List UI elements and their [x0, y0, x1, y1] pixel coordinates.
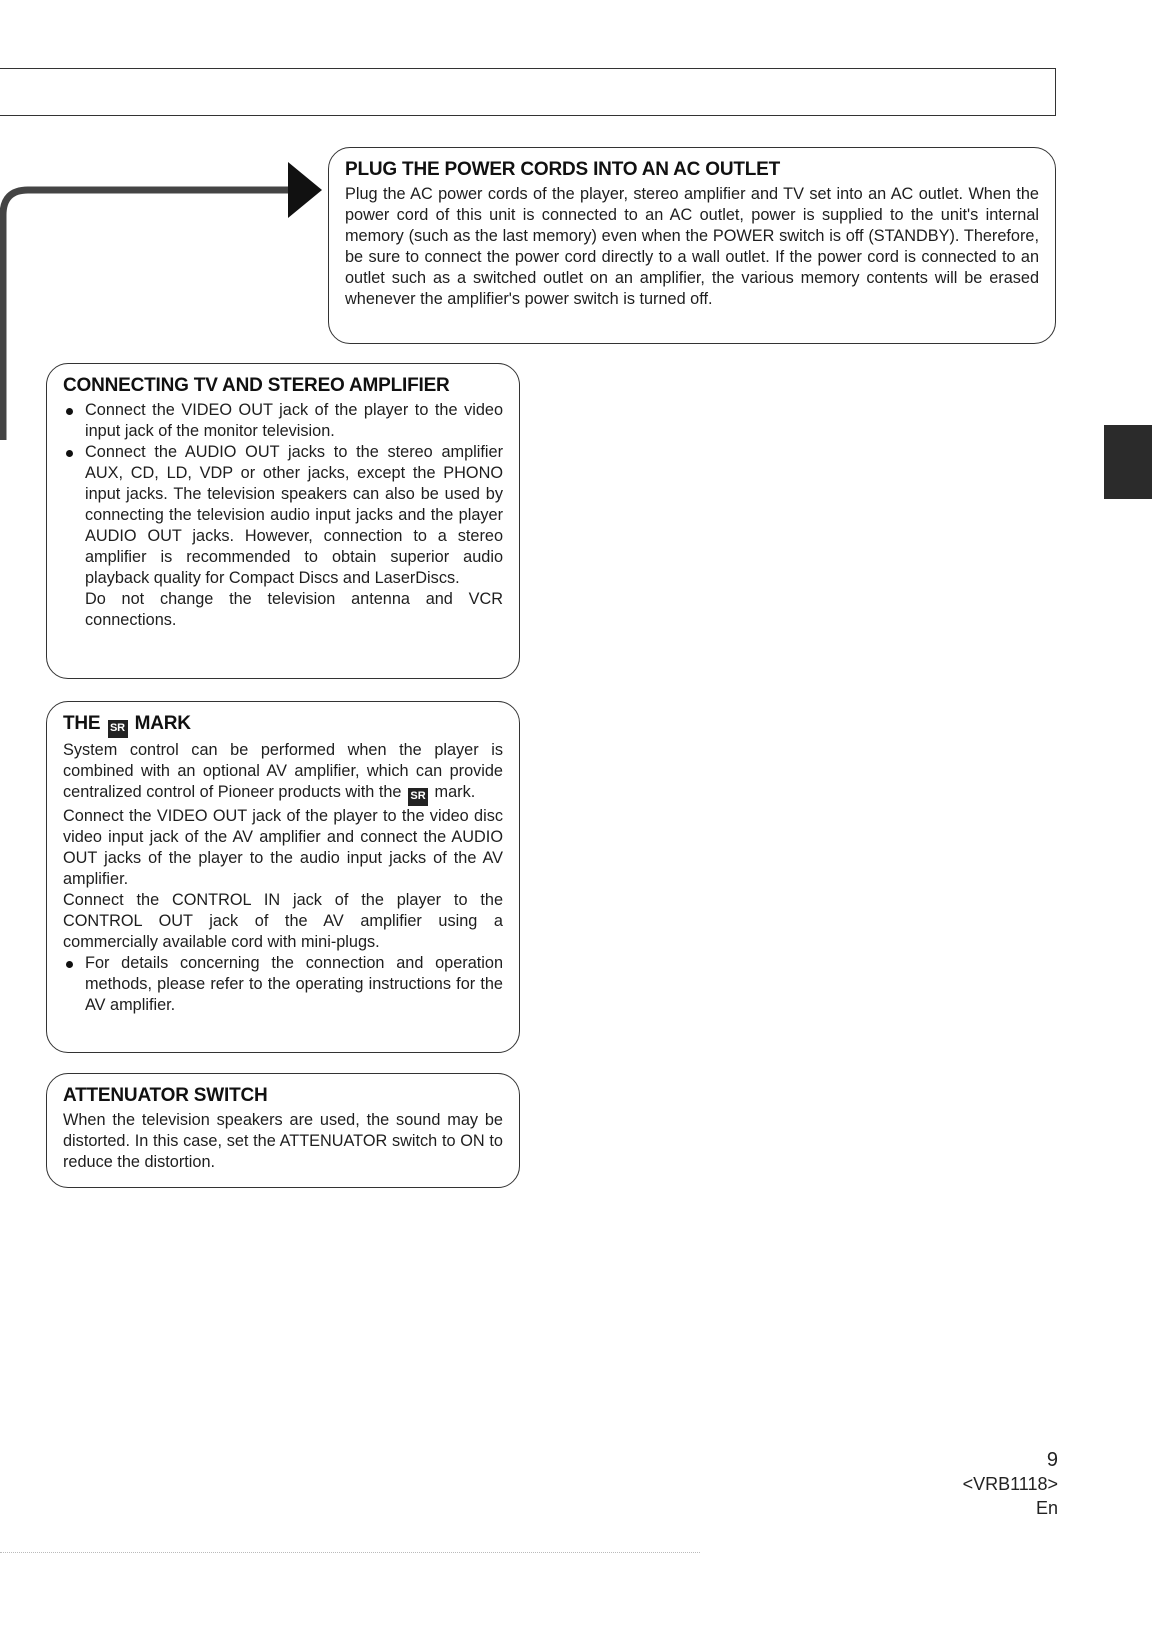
section-title: CONNECTING TV AND STEREO AMPLIFIER [63, 375, 450, 396]
model-code: <VRB1118> [962, 1474, 1058, 1494]
section-title: PLUG THE POWER CORDS INTO AN AC OUTLET [345, 159, 781, 180]
sr-mark-icon: SR [108, 720, 128, 738]
list-item: Connect the VIDEO OUT jack of the player to the video input jack of the monitor television. [63, 400, 503, 442]
scan-dotted-line [0, 1552, 700, 1553]
page-number: 9 [1046, 1449, 1058, 1471]
page-footer [963, 1448, 1058, 1520]
section-sr-mark [46, 701, 520, 1053]
sr-mark-icon: SR [408, 788, 428, 806]
paragraph: Connect the VIDEO OUT jack of the player to the video disc video input jack of the AV amplifier and connect the AUDIO OUT jacks of the player to the audio input jacks of the AV amplifier. [63, 807, 503, 888]
paragraph: Connect the CONTROL IN jack of the player to the CONTROL OUT jack of the AV amplifier using a commercially available cord with mini-plugs. [63, 891, 503, 951]
side-thumb-tab [1104, 425, 1152, 499]
bullet-list [63, 400, 503, 589]
paragraph-text: mark. [434, 783, 476, 801]
title-suffix: MARK [134, 713, 191, 734]
section-title [63, 712, 503, 738]
section-attenuator-switch [46, 1073, 520, 1188]
section-body: Plug the AC power cords of the player, stereo amplifier and TV set into an AC outlet. When the power cord of this unit is connected to an AC outlet, power is supplied to the unit's internal memory (such as the last memory) even when the POWER switch is off (STANDBY). Therefore, be sure to connect the power cord directly to a wall outlet. If the power cord is connected to an outlet such as a switched outlet on an amplifier, the various memory contents will be erased whenever the amplifier's power switch is turned off. [345, 185, 1039, 308]
list-item: Connect the AUDIO OUT jacks to the stereo amplifier AUX, CD, LD, VDP or other jacks, except the PHONO input jacks. The television speakers can also be used by connecting the television audio input jacks and the player AUDIO OUT jacks. However, connection to a stereo amplifier is recommended to obtain superior audio playback quality for Compact Discs and LaserDiscs. [63, 442, 503, 589]
section-title: ATTENUATOR SWITCH [63, 1085, 268, 1106]
title-prefix: THE [63, 713, 101, 734]
section-body: When the television speakers are used, the sound may be distorted. In this case, set the ATTENUATOR switch to ON to reduce the distortion. [63, 1111, 503, 1171]
bullet-list [63, 953, 503, 1016]
paragraph [63, 740, 503, 806]
section-plug-power-cords [328, 147, 1056, 344]
paragraph-text: System control can be performed when the player is combined with an optional AV amplifier, which can provide centralized control of Pioneer products with the [63, 741, 503, 801]
list-item: For details concerning the connection and operation methods, please refer to the operating instructions for the AV amplifier. [63, 953, 503, 1016]
section-note: Do not change the television antenna and VCR connections. [85, 590, 503, 629]
section-connecting-tv-amplifier [46, 363, 520, 679]
language-code: En [1035, 1498, 1058, 1518]
